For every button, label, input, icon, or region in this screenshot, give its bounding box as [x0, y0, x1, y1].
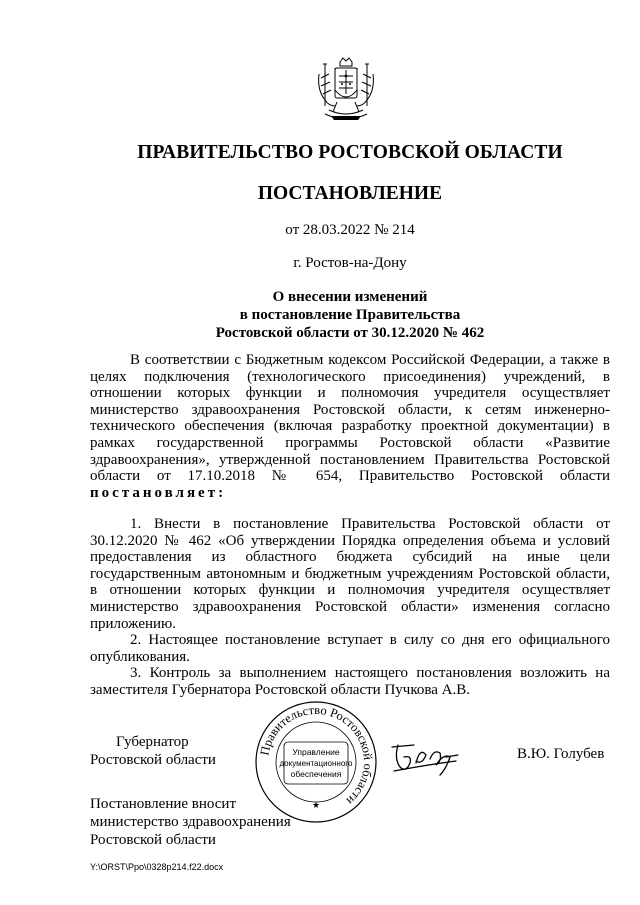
handwritten-signature: [386, 735, 506, 781]
document-type-title: ПОСТАНОВЛЕНИЕ: [257, 183, 443, 204]
stamp-ring-text: Правительство Ростовской области: [257, 702, 376, 808]
signatory-title: [90, 733, 216, 769]
introduced-by-block: [90, 795, 291, 849]
preamble-text: В соответствии с Бюджетным кодексом Российской Федерации, а также в целях подключения (технологического присоединения) учреждений, в отношении которых функции и полномочия учредителя осуществляет министерство здравоохранения Ростовской области, к сетям инженерно-технического обеспечения (включая разработку проектной документации) в рамках государственной программы Ростовской области «Развитие здравоохранения», утвержденной постановлением Правительства Ростовской области от 17.10.2018 № 654, Правительство Ростовской области: [90, 352, 610, 485]
coat-of-arms-emblem: [311, 56, 381, 128]
document-subject: [90, 288, 610, 342]
subject-line: в постановление Правительства: [239, 307, 461, 323]
stamp-inner-line: Управление: [292, 747, 340, 757]
introduced-by-line: министерство здравоохранения: [90, 814, 291, 830]
government-title: ПРАВИТЕЛЬСТВО РОСТОВСКОЙ ОБЛАСТИ: [137, 142, 563, 163]
document-city: г. Ростов-на-Дону: [293, 255, 407, 271]
preamble-paragraph: [90, 352, 610, 501]
footer-file-path: Y:\ORST\Ppo\0328p214.f22.docx: [90, 862, 224, 872]
signatory-title-line: Губернатор: [116, 734, 189, 750]
resolution-item: 1. Внести в постановление Правительства Ростовской области от 30.12.2020 № 462 «Об утверждении Порядка определения объема и условий предоставления из областного бюджета субсидий на иные цели государственным автономным и бюджетным учреждениям Ростовской области, в отношении которых функции и полномочия учредителя осуществляет министерство здравоохранения Ростовской области» изменения согласно приложению.: [90, 516, 610, 632]
signatory-name: В.Ю. Голубев: [517, 746, 605, 762]
resolution-items: [90, 516, 610, 699]
stamp-star-icon: ★: [311, 800, 321, 810]
stamp-inner-line: обеспечения: [290, 769, 342, 779]
resolution-item: 2. Настоящее постановление вступает в силу со дня его официального опубликования.: [90, 632, 610, 665]
subject-line: О внесении изменений: [272, 289, 428, 305]
introduced-by-line: Постановление вносит: [90, 796, 237, 812]
stamp-inner-line: документационного: [279, 759, 353, 768]
signatory-title-line: Ростовской области: [90, 752, 216, 768]
resolves-word: постановляет:: [90, 484, 227, 501]
introduced-by-line: Ростовской области: [90, 832, 216, 848]
subject-line: Ростовской области от 30.12.2020 № 462: [215, 325, 485, 341]
resolution-item: 3. Контроль за выполнением настоящего постановления возложить на заместителя Губернатора Ростовской области Пучкова А.В.: [90, 665, 610, 698]
document-date-number: от 28.03.2022 № 214: [285, 222, 415, 238]
